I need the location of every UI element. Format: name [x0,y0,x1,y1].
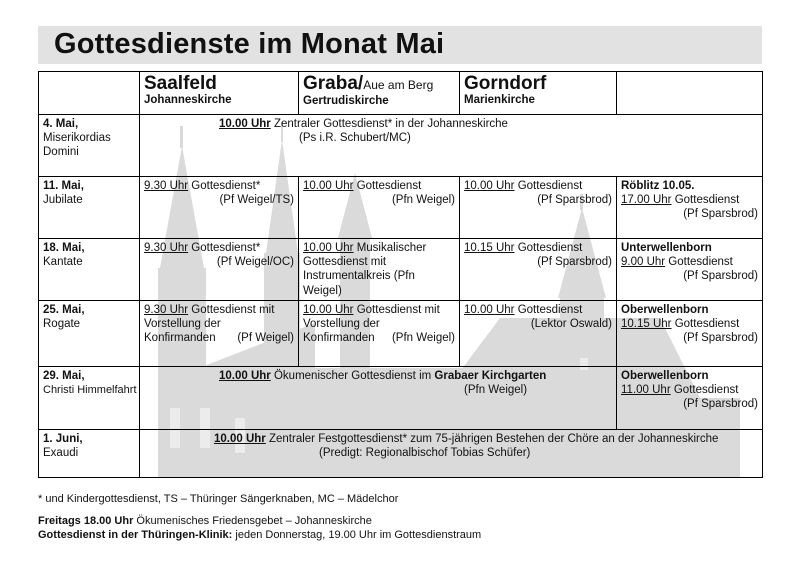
table-row [39,115,763,177]
service-text: Gottesdienst [671,318,740,331]
row-sunday-name: Rogate [43,318,81,331]
service-location: Grabaer Kirchgarten [434,370,547,382]
saalfeld-cell [140,301,299,367]
service-time: 10.00 Uhr [219,370,271,382]
date-cell [39,367,140,430]
friday-note [38,515,372,527]
row-date: 29. Mai, [43,370,85,382]
service-text: Gottesdienst* [188,180,261,192]
service-text: Gottesdienst mit Vorstellung der [303,304,440,331]
pastor: (Pf Sparsbrod) [683,332,758,345]
pastor: (Pf Sparsbrod) [537,194,612,207]
header-graba [299,72,460,115]
extra-place: Oberwellenborn [621,304,709,316]
service-text: Gottesdienst [514,242,583,254]
title-bar [38,26,762,64]
gorndorf-church: Marienkirche [464,94,535,106]
service-note: (Pfn Weigel) [464,384,528,397]
row-date: 4. Mai, [43,118,79,130]
row-sunday-name: Miserikordias Domini [43,132,111,159]
schedule-table [38,71,763,478]
clinic-note [38,529,481,541]
pastor: (Pf Weigel/TS) [219,194,294,207]
note-text: jeden Donnerstag, 19.00 Uhr im Gottesdienstraum [232,529,482,541]
saalfeld-cell [140,239,299,301]
graba-cell [299,177,460,239]
date-cell [39,430,140,478]
note-bold: Gottesdienst in der Thüringen-Klinik: [38,529,233,541]
row-date: 1. Juni, [43,433,83,445]
pastor: (Pf Weigel/OC) [216,256,294,269]
service-note: (Ps i.R. Schubert/MC) [299,132,411,145]
row-date: 18. Mai, [43,242,85,254]
page-title: Gottesdienste im Monat Mai [54,28,445,60]
row-date: 25. Mai, [43,304,85,316]
pastor: (Pf Sparsbrod) [683,398,758,411]
header-extra [617,72,763,115]
header-row [39,72,763,115]
extra-place: Unterwellenborn [621,242,712,254]
service-time: 10.15 Uhr [621,318,672,331]
service-text: Zentraler Festgottesdienst* zum 75-jährigen Bestehen der Chöre an der Johanneskirche [265,433,719,445]
service-text: Zentraler Gottesdienst* in der Johanneskirche [270,118,508,130]
graba-name: Graba/ [303,73,364,94]
service-time: 10.00 Uhr [219,118,271,130]
extra-place: Röblitz 10.05. [621,180,695,192]
table-row [39,430,763,478]
service-time: 9.30 Uhr [144,304,189,316]
service-text: Gottesdienst mit Vorstellung der [144,304,275,331]
graba-cell [299,239,460,301]
service-text-last: Konfirmanden [144,332,216,345]
service-time: 9.30 Uhr [144,180,189,192]
date-cell [39,177,140,239]
saalfeld-church: Johanneskirche [144,94,232,106]
service-text: Musikalischer Gottesdienst mit Instrumentalkreis (Pfn Weigel) [303,242,427,297]
pastor: (Lektor Oswald) [530,318,612,331]
extra-cell [617,239,763,301]
row-sunday-name: Christi Himmelfahrt [43,384,137,397]
pastor: (Pfn Weigel) [391,332,455,345]
header-saalfeld [140,72,299,115]
row-sunday-name: Exaudi [43,447,79,460]
pastor: (Pf Sparsbrod) [683,270,758,283]
service-time: 9.30 Uhr [144,242,189,254]
service-text: Gottesdienst [665,256,733,269]
service-text-last: Konfirmanden [303,332,375,345]
date-cell [39,301,140,367]
pastor: (Pf Weigel) [237,332,294,345]
date-cell [39,115,140,177]
service-time: 10.00 Uhr [464,304,515,316]
pastor: (Pf Sparsbrod) [537,256,612,269]
service-time: 10.00 Uhr [303,242,354,254]
header-empty [39,72,140,115]
service-text: Gottesdienst [670,384,739,397]
service-text: Ökumenischer Gottesdienst im [270,370,435,382]
graba-cell [299,301,460,367]
row-sunday-name: Jubilate [43,194,83,207]
graba-extra: Aue am Berg [363,78,434,92]
gorndorf-name: Gorndorf [464,73,547,94]
gorndorf-cell [460,239,617,301]
table-row [39,367,763,430]
table-row [39,239,763,301]
note-bold: Freitags 18.00 Uhr [38,515,134,527]
pastor: (Pfn Weigel) [391,194,455,207]
header-gorndorf [460,72,617,115]
service-time: 10.00 Uhr [464,180,515,192]
gorndorf-cell [460,301,617,367]
extra-cell [617,301,763,367]
gorndorf-cell [460,177,617,239]
service-time: 10.00 Uhr [303,180,354,192]
graba-church: Gertrudiskirche [303,95,389,107]
service-text: Gottesdienst* [188,242,261,254]
footnote: * und Kindergottesdienst, TS – Thüringer Sängerknaben, MC – Mädelchor [38,493,399,505]
row-sunday-name: Kantate [43,256,83,269]
table-row [39,177,763,239]
service-note: (Predigt: Regionalbischof Tobias Schüfer) [319,447,531,460]
joint-service-cell [140,430,763,478]
saalfeld-cell [140,177,299,239]
row-date: 11. Mai, [43,180,84,192]
saalfeld-name: Saalfeld [144,73,217,94]
service-time: 9.00 Uhr [621,256,666,269]
service-text: Gottesdienst [514,304,583,316]
joint-service-cell [140,367,617,430]
service-text: Gottesdienst [353,180,422,192]
service-text: Gottesdienst [671,194,740,207]
date-cell [39,239,140,301]
service-time: 10.00 Uhr [303,304,354,316]
extra-cell [617,177,763,239]
extra-place: Oberwellenborn [621,370,709,382]
service-time: 11.00 Uhr [621,384,671,397]
service-time: 10.00 Uhr [214,433,266,445]
service-time: 17.00 Uhr [621,194,672,207]
note-text: Ökumenisches Friedensgebet – Johanneskirche [133,515,372,527]
pastor: (Pf Sparsbrod) [683,208,758,221]
service-time: 10.15 Uhr [464,242,515,254]
service-text: Gottesdienst [514,180,583,192]
joint-service-cell [140,115,763,177]
extra-cell [617,367,763,430]
table-row [39,301,763,367]
